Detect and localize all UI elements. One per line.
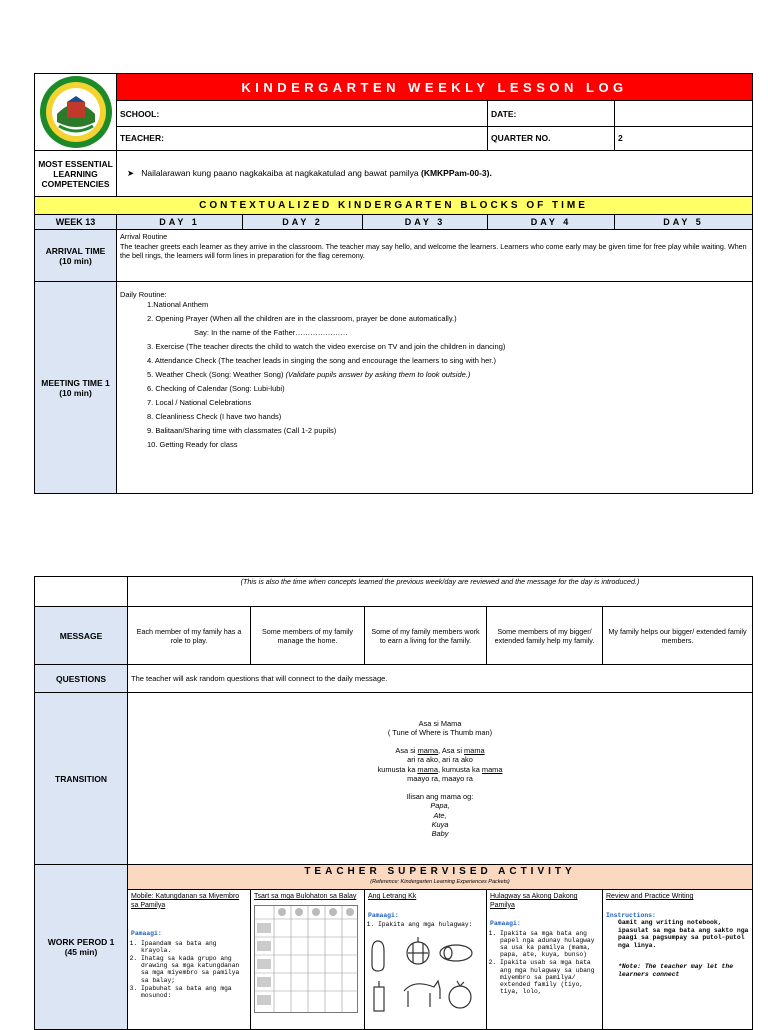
review-note: (This is also the time when concepts learned the previous week/day are reviewed and the message for the day is introduced.) — [128, 577, 753, 607]
quarter-label: QUARTER NO. — [488, 126, 615, 150]
message-day-4: Some members of my bigger/ extended family help my family. — [487, 607, 603, 665]
school-label: SCHOOL: — [117, 101, 488, 126]
questions-text: The teacher will ask random questions that will connect to the daily message. — [128, 665, 753, 693]
blocks-of-time-title: CONTEXTUALIZED KINDERGARTEN BLOCKS OF TIME — [35, 197, 753, 215]
tsa-header: TEACHER SUPERVISED ACTIVITY (Reference: Kindergarten Learning Experiences Packets) — [128, 865, 753, 890]
day-5-header: DAY 5 — [615, 215, 753, 230]
lesson-log-page-2 — [34, 576, 752, 1030]
date-label: DATE: — [488, 101, 615, 126]
work-day-1: Mobile: Katungdanan sa Miyembro sa Pamilya Pamaagi: 1. Ipaandam sa bata ang krayola. 2. Ihatag sa kada grupo ang drawing sa mga katungdanan sa mga miyembro sa pamilya sa balay; 3. Ipabuhat sa bata ang mga mosunod: — [128, 890, 251, 1030]
teacher-label: TEACHER: — [117, 126, 488, 150]
arrival-label: ARRIVAL TIME (10 min) — [35, 230, 117, 282]
questions-label: QUESTIONS — [35, 665, 128, 693]
lesson-log-title: KINDERGARTEN WEEKLY LESSON LOG — [117, 74, 753, 101]
arrival-content: Arrival Routine The teacher greets each learner as they arrive in the classroom. The teacher may say hello, and welcome the learners. Learners who come early may be given time for free play while waiting. When the bell rings, the learners will form lines in preparation for the flag ceremony. — [117, 230, 753, 282]
transition-song: Asa si Mama ( Tune of Where is Thumb man) Asa si mama, Asa si mama ari ra ako, ari ra ako kumusta ka mama, kumusta ka mama maayo ra, maayo ra Ilisan ang mama og: Papa, Ate, Kuya Baby — [128, 693, 753, 865]
letter-k-pictures — [368, 931, 478, 1019]
date-value — [615, 101, 753, 126]
lesson-log-table-top — [34, 73, 753, 494]
week-label: WEEK 13 — [35, 215, 117, 230]
work-day-2: Tsart sa mga Bulohaton sa Balay — [251, 890, 365, 1030]
quarter-value: 2 — [615, 126, 753, 150]
message-day-3: Some of my family members work to earn a living for the family. — [365, 607, 487, 665]
note-left-cell — [35, 577, 128, 607]
work-day-5: Review and Practice Writing Instructions: Gamit ang writing notebook, ipasulat sa mga bata ang sakto nga paagi sa pagsumpay sa putol-putol nga linya. *Note: The teacher may let the learners connect — [603, 890, 753, 1030]
logo-cell — [35, 74, 117, 151]
message-day-2: Some members of my family manage the home. — [251, 607, 365, 665]
message-day-5: My family helps our bigger/ extended family members. — [603, 607, 753, 665]
work-day-3: Ang Letrang Kk Pamaagi: 1. Ipakita ang mga hulagway: — [365, 890, 487, 1030]
meeting-time-label: MEETING TIME 1 (10 min) — [35, 282, 117, 494]
daily-routine-content: Daily Routine: 1.National Anthem 2. Opening Prayer (When all the children are in the classroom, prayer be done automatically.) Say: In the name of the Father………………… 3. Exercise (The teacher directs the child to watch the video exercise on TV and join the children in dancing) 4. Attendance Check (The teacher leads in singing the song and encourage the learners to sing with her.) 5. Weather Check (Song: Weather Song) (Validate pupils answer by asking them to look outside.) 6. Checking of Calendar (Song: Lubi-lubi) 7. Local / National Celebrations 8. Cleanliness Check (I have two hands) 9. Balitaan/Sharing time with classmates (Call 1-2 pupils) 10. Getting Ready for class — [117, 282, 753, 494]
message-day-1: Each member of my family has a role to play. — [128, 607, 251, 665]
day-4-header: DAY 4 — [488, 215, 615, 230]
lesson-log-table-bottom — [34, 576, 753, 1030]
chores-chart-image — [254, 905, 358, 1013]
mec-label: MOST ESSENTIAL LEARNING COMPETENCIES — [35, 151, 117, 197]
work-period-label: WORK PEROD 1 (45 min) — [35, 865, 128, 1030]
mec-code: (KMKPPam-00-3). — [420, 168, 492, 178]
day-2-header: DAY 2 — [243, 215, 363, 230]
arrow-bullet-icon: ➤ — [127, 168, 135, 178]
lesson-log-page-1 — [34, 73, 752, 494]
transition-label: TRANSITION — [35, 693, 128, 865]
message-label: MESSAGE — [35, 607, 128, 665]
work-day-4: Hulagway sa Akong Dakong Pamilya Pamaagi: 1. Ipakita sa mga bata ang papel nga adunay hulagway sa usa ka pamilya (mama, papa, ate, kuya, bunso) 2. Ipakita usab sa mga bata ang mga hulagway sa ubang miyembro sa pamilya/ extended family (tiyo, tiya, lolo, — [487, 890, 603, 1030]
day-3-header: DAY 3 — [363, 215, 488, 230]
mec-text: ➤ Nailalarawan kung paano nagkakaiba at nagkakatulad ang bawat pamilya (KMKPPam-00-3). — [117, 151, 753, 197]
school-seal-logo — [37, 74, 115, 150]
day-1-header: DAY 1 — [117, 215, 243, 230]
